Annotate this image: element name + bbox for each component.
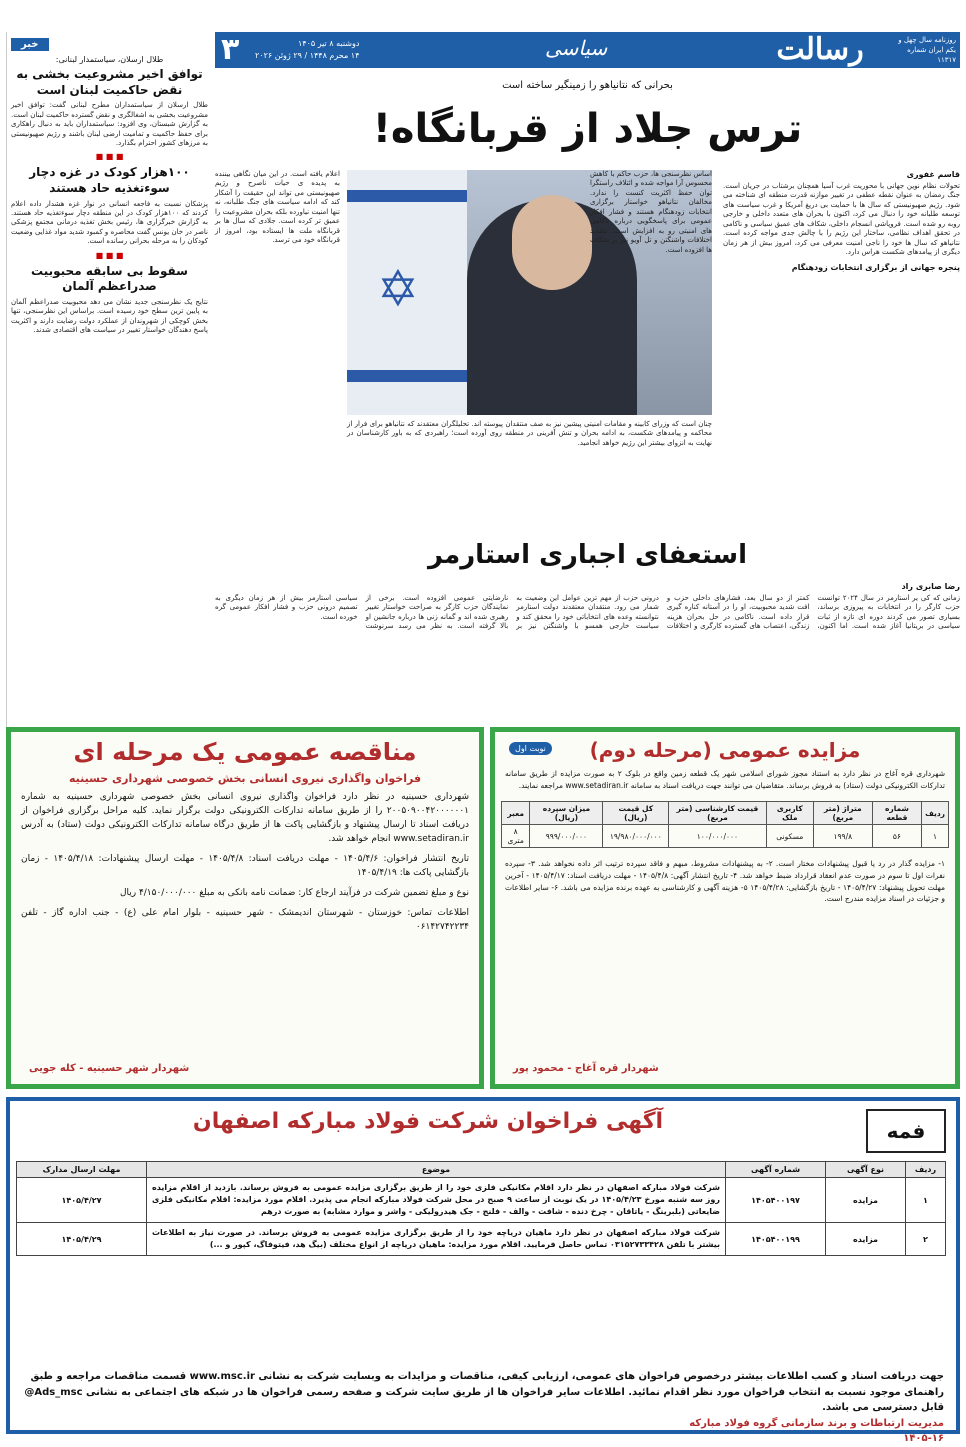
story2-headline: استعفای اجباری استارمر [427,540,748,570]
table-row [502,825,949,848]
article-subheading: پنجره جهانی از برگزاری انتخابات زودهنگام [791,262,960,272]
tender-signature: شهردار شهر حسینیه - کله جویی [29,1063,190,1074]
auction-intro: شهرداری قره آغاج در نظر دارد به استناد مجوز شورای اسلامی شهر یک قطعه زمین واقع در بلوک ۲ به صورت مزایده از طریق سامانه تدارکات الکترونیکی دولت (ستاد) به فروش برساند. متقاضیان می توانند جهت دریافت اسناد به سامانه www.setadiran.ir مراجعه نمایند. [505,769,945,790]
news-item [11,264,208,336]
row-deadline: ۱۴۰۵/۴/۲۷ [17,1178,147,1223]
auction-signature: شهردار قره آغاج - محمود پور [513,1063,659,1074]
article-text: اساس نظرسنجی ها، حزب حاکم با کاهش محسوس آرا مواجه شده و ائتلاف راستگرا توان حفظ اکثریت کنست را ندارد. مخالفان نتانیاهو خواستار برگزاری انتخابات زودهنگام هستند و فشار افکار عمومی برای پاسخگویی درباره ناکامی های امنیتی رو به افزایش است. تشدید اختلافات واشنگتن و تل آویو نیز بر شکاف ها افزوده است. [590,170,712,254]
main-headline: ترس جلاد از قربانگاه! [372,106,803,152]
row-index: ۱ [906,1178,946,1223]
tender-subtitle: فراخوان واگذاری نیروی انسانی بخش خصوصی شهرداری حسینیه [68,772,422,785]
newspaper-logo: رسالت [776,32,864,67]
tender-body: شهرداری حسینیه در نظر دارد فراخوان واگذاری نیروی انسانی بخش خصوصی شهرداری حسینیه به شماره ۲۰۰۵۰۹۰۰۴۲۰۰۰۰۰۰۱ را از طریق سامانه تدارکات الکترونیکی دولت برگزار نماید. کلیه مراحل برگزاری فراخوان از دریافت اسناد تا ارسال پیشنهاد و بازگشایی پاکت ها از طریق درگاه سامانه تدارکات الکترونیکی دولت (ستاد) به آدرس www.setadiran.ir انجام خواهد شد. [21,792,469,844]
row-type: مزایده [826,1223,906,1256]
section-name: سیاسی [545,36,608,60]
table-header-cell: ردیف [906,1162,946,1178]
date-line-2: ۱۴ محرم ۱۴۴۸ / ۲۹ ژوئن ۲۰۲۶ [255,51,360,60]
msc-footer [22,1369,944,1447]
table-cell: ۸ متری [502,825,530,848]
flag-stripe [347,370,467,382]
msc-footer-text: جهت دریافت اسناد و کسب اطلاعات بیشتر درخصوص فراخوان های عمومی، ارزیابی کیفی، مناقصات و مزایدات به وبسایت شرکت به نشانی www.msc.ir قسمت مناقصات مراجعه و طبق راهنمای موجود نسبت به انتخاب فراخوان مورد نظر اقدام نمائید. اطلاعات سایر فراخوان ها از طریق سایت شرکت و صفحه رسمی فراخوان ها در شبکه های اجتماعی به نشانی Ads_msc@ قابل دسترسی می باشد. [24,1371,944,1413]
article-text: اعلام یافته است. در این میان نگاهی بیننده به پدیده ی حیات ناصرح و رژیم صهیونیستی می تواند این حقیقت را آشکار کند که ادامه سیاست های جنگ طلبانه، نه تنها امنیت نیاورده بلکه بحران مشروعیت را عمیق تر کرده است. جلادی که سال ها بر قربانگاه ملت ها ایستاده بود، امروز از قربانگاه خود می ترسد. [215,170,340,245]
table-header-cell: متراژ (متر مربع) [813,802,872,825]
table-cell: ۱ [922,825,949,848]
news-item [11,55,208,148]
news-kicker: طلال ارسلان، سیاستمدار لبنانی: [55,55,164,64]
table-row [17,1178,946,1223]
masthead-meta: روزنامه سال چهل و یکم ایران شماره ۱۱۳۱۷ [898,36,956,64]
article-text: تحولات نظام نوین جهانی با محوریت غرب آسیا همچنان برشتاب در جریان است. جنگ رمضان به عنوان نقطه عطفی در تغییر موازنه قدرت منطقه ای شناخته می شود. رژیم صهیونیستی که سال ها با حمایت بی دریغ آمریکا و غرب سیاست های توسعه طلبانه خود را دنبال می کرد، اکنون با بحران های متعدد داخلی و خارجی روبه رو شده است. فروپاشی انسجام داخلی، شکاف های عمیق سیاسی و ناکامی در تحقق اهداف نظامی، ساختار این رژیم را با چالش جدی مواجه کرده است. نتانیاهو که سال ها خود را ناجی امنیت معرفی می کرد، امروز بیش از هر زمان دیگری از پیامدهای شکست هراس دارد. [723,182,960,257]
news-body: پزشکان نسبت به فاجعه انسانی در نوار غزه هشدار داده اعلام کردند که ۱۰۰هزار کودک در این منطقه دچار سوءتغذیه حاد هستند. به گزارش خبرگزاری ها، رئیس بخش تغذیه درمانی مجتمع پزشکی ناصر در خان یونس گفت محاصره و کمبود شدید مواد غذایی وضعیت کودکان را به مرحله بحرانی رسانده است. [11,199,208,246]
table-cell: ۱۰۰/۰۰۰/۰۰۰ [669,825,767,848]
issue-date [255,38,359,62]
msc-code: ۱۴۰۵-۱۶ [903,1433,944,1444]
article-column-4 [347,420,712,530]
row-type: مزایده [826,1178,906,1223]
row-subject: شرکت فولاد مبارکه اصفهان در نظر دارد اقلام مکانیکی فلزی خود را از طریق برگزاری مزایده عمومی به فروش برساند. بازدید از اقلام مزایده روز سه شنبه مورخ ۱۴۰۵/۴/۲۳ در یک نوبت از ساعت ۹ صبح در محل شرکت فولاد مبارکه انجام می پذیرد. اقلام مورد مزایده: اقلام مکانیکی فلزی ضایعاتی (بلبرینگ - یاتاقان - چرخ دنده - شافت - والف - فلنج - جک هیدرولیکی - واشر و موارد مشابه) به صورت درهم [147,1178,726,1223]
table-header-cell: ردیف [922,802,949,825]
divider: ■ ■ ■ [95,152,124,162]
story2-text: زمانی که کی یر استارمر در سال ۲۰۲۴ توانست حزب کارگر را در انتخابات به پیروزی برساند، بسیاری تصور می کردند دوره ای تازه از ثبات سیاسی در بریتانیا آغاز شده است. اما اکنون، کمتر از دو سال بعد، فشارهای داخلی حزب و افت شدید محبوبیت، او را در آستانه کناره گیری قرار داده است. ناکامی در حل بحران هزینه زندگی، اعتصاب های گسترده کارگری و اختلافات درونی حزب از مهم ترین عوامل این وضعیت به شمار می رود. منتقدان معتقدند دولت استارمر نتوانسته وعده های انتخاباتی خود را محقق کند و سیاست خارجی همسو با واشنگتن نیز بر نارضایتی عمومی افزوده است. برخی از نمایندگان حزب کارگر به صراحت خواستار تغییر رهبری شده اند و گمانه زنی ها درباره جانشین او بالا گرفته است. به نظر می رسد سرنوشت سیاسی استارمر بیش از هر زمان دیگری به تصمیم درونی حزب و فشار افکار عمومی گره خورده است. [215,594,960,631]
msc-logo: فمه [866,1109,946,1153]
news-title: ۱۰۰هزار کودک در غزه دچار سوءتغذیه حاد هستند [29,165,190,195]
table-header-cell: نوع آگهی [826,1162,906,1178]
table-cell: ۱۹۹/۸ [813,825,872,848]
author-name: قاسم غفوری [906,170,960,179]
page-number: ۳ [221,32,240,67]
table-header-cell: کل قیمت (ریال) [603,802,669,825]
msc-signature: مدیریت ارتباطات و برند سازمانی گروه فولاد مبارکه [689,1417,944,1429]
story2-body [215,582,960,742]
story2-author: رضا صابری راد [901,582,960,591]
news-body: طلال ارسلان از سیاستمداران مطرح لبنانی گفت: توافق اخیر مشروعیت بخشی به اشغالگری و نقض گسترده حاکمیت لبنان است. به گزارش شبستان، وی افزود: سیاستمداران باید به دنبال راهکاری برای حفظ حاکمیت و تمامیت ارضی لبنان باشند و رژیم صهیونیستی به مرزهای کشور احترام بگذارد. [11,101,208,147]
tender-ad [6,727,484,1089]
news-tag: خبر [11,38,49,51]
table-row [17,1223,946,1256]
divider: ■ ■ ■ [95,250,124,260]
row-number: ۱۴۰۵۴۰۰۱۹۹ [726,1223,826,1256]
flag-background [347,170,467,415]
table-header-cell: شماره قطعه [872,802,921,825]
tender-dates: تاریخ انتشار فراخوان: ۱۴۰۵/۴/۶ - مهلت دریافت اسناد: ۱۴۰۵/۴/۸ - مهلت ارسال پیشنهادات: ۱۴۰۵/۴/۱۸ - زمان بازگشایی پاکت ها: ۱۴۰۵/۴/۱۹ [21,853,469,878]
msc-ad [6,1097,960,1444]
article-text: چنان است که وزرای کابینه و مقامات امنیتی پیشین نیز به صف منتقدان پیوسته اند. تحلیلگران معتقدند که نتانیاهو برای فرار از محاکمه و پیامدهای شکست، به ادامه بحران و تنش آفرینی در منطقه روی آورده است؛ راهبردی که به باور کارشناسان در نهایت به انزوای بیشتر این رژیم خواهد انجامید. [347,420,712,447]
news-column [6,32,208,744]
auction-conditions: ۱- مزایده گذار در رد یا قبول پیشنهادات مختار است. ۲- به پیشنهادات مشروط، مبهم و فاقد سپرده ترتیب اثر داده نخواهد شد. ۳- سپرده نفرات اول تا سوم در صورت عدم انعقاد قرارداد ضبط خواهد شد. ۴- تاریخ انتشار آگهی: ۱۴۰۵/۴/۸ - مهلت دریافت اسناد: ۱۴۰۵/۴/۱۷ - آخرین مهلت تحویل پیشنهاد: ۱۴۰۵/۴/۲۷ - تاریخ بازگشایی: ۱۴۰۵/۴/۲۸ ۵- هزینه آگهی و کارشناسی به عهده برنده مزایده می باشد. ۶- سایر اطلاعات و جزئیات در اسناد مزایده مندرج است. [505,859,946,904]
auction-ad [490,727,960,1089]
auction-title: مزایده عمومی (مرحله دوم) [589,738,861,762]
table-cell: ۹۹۹/۰۰۰/۰۰۰ [530,825,603,848]
table-header-cell: قیمت کارشناسی (متر مربع) [669,802,767,825]
table-header-cell: میزان سپرده (ریال) [530,802,603,825]
table-header-cell: معبر [502,802,530,825]
row-number: ۱۴۰۵۴۰۰۱۹۷ [726,1178,826,1223]
news-item [11,165,208,246]
table-header-cell: شماره آگهی [726,1162,826,1178]
star-icon: ✡ [377,260,419,318]
msc-table [16,1161,946,1256]
row-index: ۲ [906,1223,946,1256]
flag-stripe [347,190,467,202]
row-subject: شرکت فولاد مبارکه اصفهان در نظر دارد ماهیان دریاچه خود را از طریق برگزاری مزایده عمومی به فروش برساند. در صورت نیاز به اطلاعات بیشتر با تلفن ۰۳۱۵۲۷۳۳۴۲۸ تماس حاصل فرمایید. اقلام مورد مزایده: ماهیان دریاچه از انواع مختلف (بیگ هد، فیتوفاگ، کپور و ...) [147,1223,726,1256]
tender-title: مناقصه عمومی یک مرحله ای [73,738,417,766]
tender-guarantee: نوع و مبلغ تضمین شرکت در فرآیند ارجاع کار: ضمانت نامه بانکی به مبلغ ۴/۱۵۰/۰۰۰/۰۰۰ ریال [119,887,469,898]
article-column-1 [723,170,960,530]
row-deadline: ۱۴۰۵/۴/۲۹ [17,1223,147,1256]
table-header-cell: موضوع [147,1162,726,1178]
table-header-cell: کاربری ملک [766,802,813,825]
msc-title: آگهی فراخوان شرکت فولاد مبارکه اصفهان [192,1109,664,1134]
first-notice-badge: نوبت اول [509,742,552,755]
person-face [512,195,592,290]
table-cell: ۵۶ [872,825,921,848]
tender-contact: اطلاعات تماس: خوزستان - شهرستان اندیمشک - شهر حسینیه - بلوار امام علی (ع) - جنب اداره گاز - تلفن ۰۶۱۴۲۷۴۲۲۳۴ [21,907,469,932]
news-title: توافق اخیر مشروعیت بخشی به نقض حاکمیت لبنان است [16,67,203,97]
news-title: سقوط بی سابقه محبوبیت صدراعظم آلمان [31,263,188,294]
date-line-1: دوشنبه ۸ تیر ۱۴۰۵ [297,39,360,48]
news-body: نتایج یک نظرسنجی جدید نشان می دهد محبوبیت صدراعظم آلمان به پایین ترین سطح خود رسیده است. براساس این نظرسنجی، تنها بخش کوچکی از شهروندان از عملکرد دولت رضایت دارند و اکثریت پاسخ دهندگان خواستار تغییر در سیاست های اقتصادی شدند. [11,297,208,335]
msc-table-header [17,1162,946,1178]
auction-table [501,801,949,848]
table-header-cell: مهلت ارسال مدارک [17,1162,147,1178]
table-cell: مسکونی [766,825,813,848]
table-cell: ۱۹/۹۸۰/۰۰۰/۰۰۰ [603,825,669,848]
headline-kicker: بحرانی که نتانیاهو را زمینگیر ساخته است [502,80,673,91]
auction-table-header [502,802,949,825]
masthead [215,32,960,68]
article-column-3 [215,170,340,530]
